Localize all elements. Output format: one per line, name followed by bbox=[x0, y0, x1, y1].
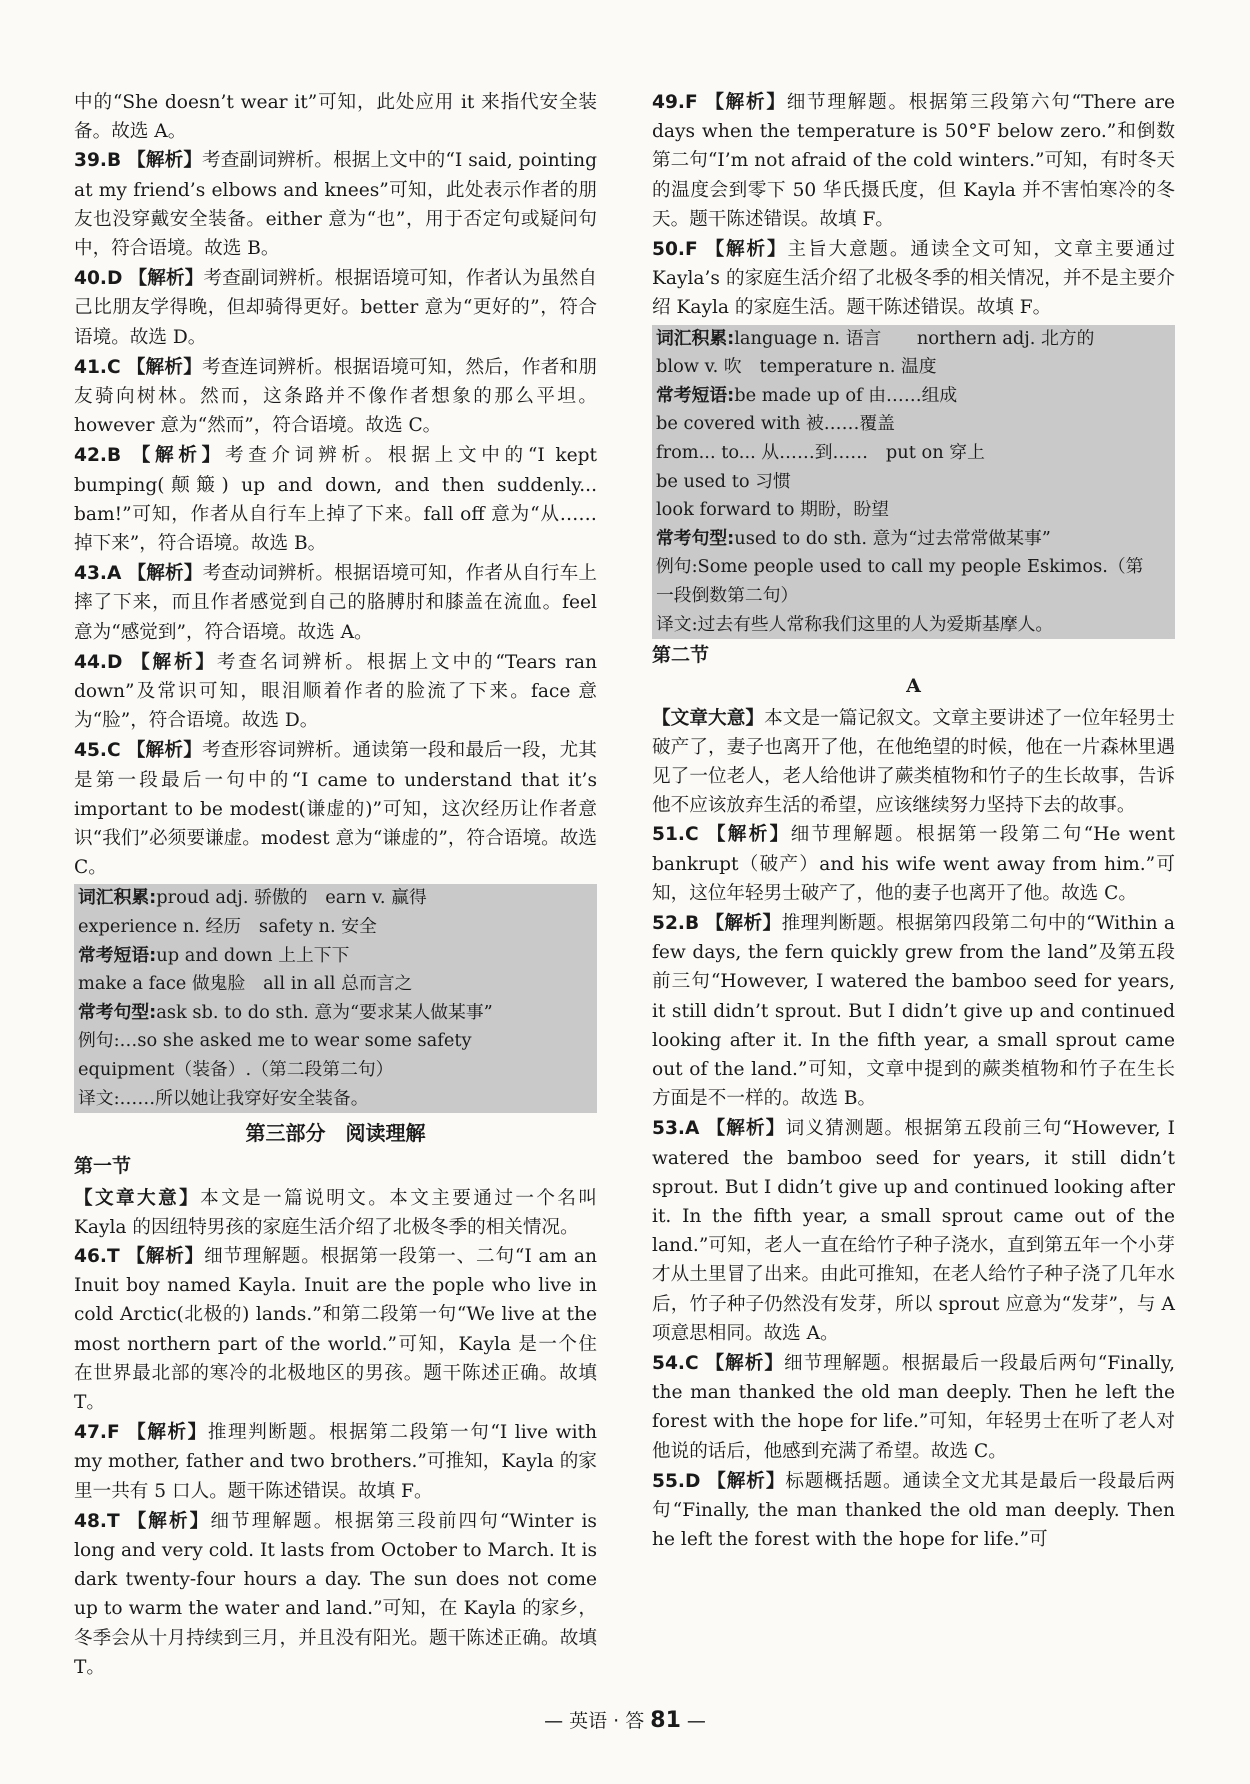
footer-suffix: — bbox=[680, 1710, 706, 1732]
box2-vocab-line: language n. 语言 northern adj. 北方的 bbox=[734, 327, 1095, 349]
analysis-text: 标题概括题。通读全文尤其是最后一段最后两句“Finally, the man thanked the old man deeply. Then he left the forest with the hope for life.”可 bbox=[652, 1470, 1175, 1551]
right-answer-list bbox=[652, 88, 1175, 323]
analysis-text: 细节理解题。根据最后一段最后两句“Finally, the man thanked the old man deeply. Then he left the forest with the hope for life.”可知，年轻男士在听了老人对他说的话后，他感到充满了希望。故选 C。 bbox=[652, 1353, 1175, 1462]
answer-number: 39.B bbox=[74, 150, 122, 172]
answer-number: 47.F bbox=[74, 1422, 120, 1444]
analysis-tag: 【解析】 bbox=[126, 740, 203, 762]
passage-letter: A bbox=[906, 675, 921, 698]
summary-2 bbox=[652, 704, 1175, 821]
analysis-tag: 【解析】 bbox=[127, 1422, 208, 1444]
box2-phrase-line: be made up of 由……组成 bbox=[734, 384, 958, 406]
summary-text: 本文是一篇说明文。本文主要通过一个名叫 Kayla 的因纽特男孩的家庭生活介绍了北极冬季的相关情况。 bbox=[74, 1187, 597, 1238]
answer-number: 44.D bbox=[74, 651, 123, 673]
analysis-tag: 【解析】 bbox=[131, 651, 217, 673]
analysis-tag: 【解析】 bbox=[128, 268, 204, 290]
analysis-text: 细节理解题。根据第三段前四句“Winter is long and very cold. It lasts from October to March. It is dark twenty-four hours a day. The sun does not come up to warm the water and land.”可知，在 Kayla 的家乡，冬季会从十月持续到三月，并且没有阳光。题干陈述正确。故填 T。 bbox=[74, 1510, 597, 1678]
analysis-text: 主旨大意题。通读全文可知，文章主要通过 Kayla’s 的家庭生活介绍了北极冬季的相关情况，并不是主要介绍 Kayla 的家庭生活。题干陈述错误。故填 F。 bbox=[652, 239, 1175, 319]
analysis-text: 细节理解题。根据第三段第六句“There are days when the temperature is 50°F below zero.”和倒数第二句“I’m not afraid of the cold winters.”可知，有时冬天的温度会到零下 50 华氏摄氏度，但 Kayla 并不害怕寒冷的冬天。题干陈述错误。故填 F。 bbox=[652, 92, 1175, 230]
box2-vocab-line: blow v. 吹 temperature n. 温度 bbox=[656, 356, 937, 378]
answer-item bbox=[652, 1467, 1175, 1555]
study-box-1 bbox=[74, 884, 597, 1113]
box1-vocab-line: proud adj. 骄傲的 earn v. 赢得 bbox=[156, 887, 427, 909]
box1-vocab-head: 词汇积累: bbox=[78, 887, 157, 909]
summary-text: 本文是一篇记叙文。文章主要讲述了一位年轻男士破产了，妻子也离开了他，在他绝望的时候，他在一片森林里遇见了一位老人，老人给他讲了蕨类植物和竹子的生长故事，告诉他不应该放弃生活的希望，应该继续努力坚持下去的故事。 bbox=[652, 707, 1175, 817]
box1-sentence-line: 译文:……所以她让我穿好安全装备。 bbox=[78, 1087, 369, 1109]
answer-item bbox=[74, 1242, 597, 1417]
analysis-text: 考查副词辨析。根据语境可知，作者认为虽然自己比朋友学得晚，但却骑得更好。better 意为“更好的”，符合语境。故选 D。 bbox=[74, 268, 597, 348]
answer-item bbox=[74, 353, 597, 441]
answer-item bbox=[74, 1418, 597, 1506]
analysis-text: 考查名词辨析。根据上文中的“Tears ran down”及常识可知，眼泪顺着作者的脸流了下来。face 意为“脸”，符合语境。故选 D。 bbox=[74, 651, 597, 732]
intro-paragraph: 中的“She doesn’t wear it”可知，此处应用 it 来指代安全装备。故选 A。 bbox=[74, 92, 597, 143]
analysis-text: 考查介词辨析。根据上文中的“I kept bumping(颠簸) up and down, and then suddenly... bam!”可知，作者从自行车上掉了下来。fall off 意为“从……掉下来”，符合语境。故选 B。 bbox=[74, 445, 597, 555]
box1-vocab-line: experience n. 经历 safety n. 安全 bbox=[78, 916, 377, 938]
answer-item bbox=[652, 820, 1175, 908]
box2-sentence-line: 一段倒数第二句） bbox=[656, 584, 799, 606]
box1-sentence-line: ask sb. to do sth. 意为“要求某人做某事” bbox=[156, 1001, 493, 1023]
page-footer bbox=[0, 1706, 1250, 1733]
answer-item bbox=[652, 1349, 1175, 1466]
analysis-tag: 【解析】 bbox=[705, 1353, 784, 1375]
analysis-tag: 【解析】 bbox=[705, 239, 788, 261]
analysis-text: 细节理解题。根据第一段第二句“He went bankrupt（破产）and his wife went away from him.”可知，这位年轻男士破产了，他的妻子也离开了他。故选 C。 bbox=[652, 824, 1175, 904]
answer-item bbox=[652, 1114, 1175, 1348]
summary-tag: 【文章大意】 bbox=[74, 1187, 201, 1209]
analysis-text: 细节理解题。根据第一段第一、二句“I am an Inuit boy named Kayla. Inuit are the pople who live in cold Arctic(北极的) lands.”和第二段第一句“We live at the most northern part of the world.”可知，Kayla 是一个住在世界最北部的寒冷的北极地区的男孩。题干陈述正确。故填 T。 bbox=[74, 1246, 597, 1414]
answer-item bbox=[74, 441, 597, 558]
box2-vocab-head: 词汇积累: bbox=[656, 327, 735, 349]
answer-item bbox=[652, 909, 1175, 1113]
answer-number: 42.B bbox=[74, 445, 122, 467]
part-title: 第三部分 阅读理解 bbox=[245, 1121, 426, 1146]
study-box-2 bbox=[652, 325, 1175, 640]
analysis-text: 词义猜测题。根据第五段前三句“However, I watered the bamboo seed for years, it still didn’t sprout. But I didn’t give up and continued looking after it. In the fifth year, a small sprout came out of the land.”可知，老人一直在给竹子种子浇水，直到第五年一个小芽才从土里冒了出来。由此可推知，在老人给竹子种子浇了几年水后，竹子种子仍然没有发芽，所以 sprout 应意为“发芽”，与 A 项意思相同。故选 A。 bbox=[652, 1118, 1175, 1344]
answer-item bbox=[74, 559, 597, 647]
box2-sentence-head: 常考句型: bbox=[656, 527, 735, 549]
answer-number: 50.F bbox=[652, 239, 698, 261]
answer-number: 52.B bbox=[652, 912, 700, 934]
analysis-tag: 【解析】 bbox=[705, 92, 787, 113]
answer-number: 54.C bbox=[652, 1353, 699, 1375]
answer-number: 41.C bbox=[74, 356, 121, 378]
summary-tag: 【文章大意】 bbox=[652, 707, 765, 729]
box2-sentence-line: 例句:Some people used to call my people Eskimos.（第 bbox=[656, 556, 1144, 578]
answer-number: 46.T bbox=[74, 1246, 120, 1268]
analysis-tag: 【解析】 bbox=[706, 1118, 786, 1140]
right-column bbox=[652, 88, 1175, 1555]
box2-sentence-line: used to do sth. 意为“过去常常做某事” bbox=[734, 527, 1051, 549]
answer-number: 53.A bbox=[652, 1118, 700, 1140]
answer-number: 45.C bbox=[74, 740, 121, 762]
analysis-text: 考查连词辨析。根据语境可知，然后，作者和朋友骑向树林。然而，这条路并不像作者想象的那么平坦。however 意为“然而”，符合语境。故选 C。 bbox=[74, 356, 597, 437]
analysis-tag: 【解析】 bbox=[127, 563, 203, 585]
box2-sentence-line: 译文:过去有些人常称我们这里的人为爱斯基摩人。 bbox=[656, 613, 1054, 635]
answer-item bbox=[74, 736, 597, 882]
answer-item bbox=[74, 264, 597, 352]
left-column bbox=[74, 88, 597, 1683]
answer-number: 49.F bbox=[652, 92, 698, 113]
box2-phrase-line: look forward to 期盼，盼望 bbox=[656, 499, 890, 521]
answer-number: 43.A bbox=[74, 563, 122, 585]
analysis-tag: 【解析】 bbox=[705, 912, 782, 934]
box1-sentence-line: 例句:…so she asked me to wear some safety bbox=[78, 1030, 472, 1052]
analysis-tag: 【解析】 bbox=[127, 1510, 211, 1532]
analysis-text: 推理判断题。根据第四段第二句中的“Within a few days, the fern quickly grew from the land”及第五段前三句“However, I watered the bamboo seed for years, it still didn’t sprout. But I didn’t give up and continued looking after it. In the fifth year, a small sprout came out of the land.”可知，文章中提到的蕨类植物和竹子在生长方面是不一样的。故选 B。 bbox=[652, 912, 1175, 1110]
box1-sentence-line: equipment（装备）.（第二段第二句） bbox=[78, 1059, 394, 1081]
answer-item bbox=[74, 648, 597, 736]
left-answer-list-2 bbox=[74, 1242, 597, 1682]
box2-phrase-line: from... to... 从……到…… put on 穿上 bbox=[656, 442, 985, 463]
page-number: 81 bbox=[650, 1708, 681, 1733]
box2-phrase-line: be used to 习惯 bbox=[656, 470, 791, 492]
left-answer-list bbox=[74, 146, 597, 882]
analysis-text: 考查动词辨析。根据语境可知，作者从自行车上摔了下来，而且作者感觉到自己的胳膊肘和膝盖在流血。feel 意为“感觉到”，符合语境。故选 A。 bbox=[74, 563, 597, 643]
section-title-2: 第二节 bbox=[652, 644, 710, 667]
analysis-text: 考查形容词辨析。通读第一段和最后一段，尤其是第一段最后一句中的“I came to understand that it’s important to be modest(谦虚的)”可知，这次经历让作者意识“我们”必须要谦虚。modest 意为“谦虚的”，符合语境。故选 C。 bbox=[74, 740, 597, 879]
box1-sentence-head: 常考句型: bbox=[78, 1001, 157, 1023]
analysis-tag: 【解析】 bbox=[126, 1246, 205, 1268]
answer-number: 48.T bbox=[74, 1510, 120, 1532]
right-answer-list-2 bbox=[652, 820, 1175, 1554]
analysis-tag: 【解析】 bbox=[706, 824, 791, 846]
analysis-text: 考查副词辨析。根据上文中的“I said, pointing at my friend’s elbows and knees”可知，此处表示作者的朋友也没穿戴安全装备。either 意为“也”，用于否定句或疑问句中，符合语境。故选 B。 bbox=[74, 150, 597, 260]
analysis-tag: 【解析】 bbox=[707, 1470, 786, 1492]
footer-prefix: — 英语 · 答 bbox=[544, 1710, 651, 1732]
answer-number: 51.C bbox=[652, 824, 699, 846]
box2-phrase-head: 常考短语: bbox=[656, 384, 735, 406]
answer-number: 55.D bbox=[652, 1470, 701, 1492]
box1-phrase-line: make a face 做鬼脸 all in all 总而言之 bbox=[78, 973, 413, 995]
box1-phrase-head: 常考短语: bbox=[78, 944, 157, 966]
answer-number: 40.D bbox=[74, 268, 123, 290]
analysis-tag: 【解析】 bbox=[126, 356, 203, 378]
answer-item bbox=[652, 235, 1175, 323]
analysis-tag: 【解析】 bbox=[127, 150, 203, 172]
answer-item bbox=[74, 1507, 597, 1682]
box1-phrase-line: up and down 上上下下 bbox=[156, 944, 350, 966]
answer-item bbox=[74, 146, 597, 263]
box2-phrase-line: be covered with 被……覆盖 bbox=[656, 413, 895, 435]
section-title-1: 第一节 bbox=[74, 1155, 132, 1178]
summary-1 bbox=[74, 1184, 597, 1242]
analysis-text: 推理判断题。根据第二段第一句“I live with my mother, father and two brothers.”可推知，Kayla 的家里一共有 5 口人。题干陈述错误。故填 F。 bbox=[74, 1422, 597, 1502]
answer-item bbox=[652, 88, 1175, 234]
analysis-tag: 【解析】 bbox=[131, 445, 225, 467]
